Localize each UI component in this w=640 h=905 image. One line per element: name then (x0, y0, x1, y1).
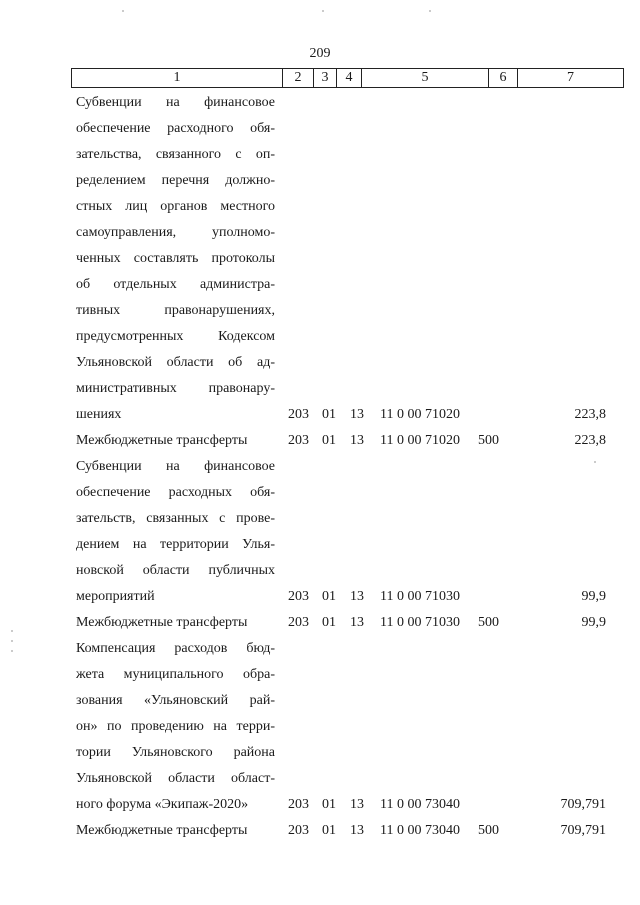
description-line: обеспечение расходного обя- (76, 121, 275, 136)
column-header-5: 5 (362, 69, 489, 88)
table-row (0, 428, 640, 454)
row-description (76, 818, 275, 844)
description-line: обеспечение расходных обя- (76, 485, 275, 500)
section-cell: 01 (322, 589, 336, 604)
description-line: ченных составлять протоколы (76, 251, 275, 266)
column-header-7: 7 (518, 69, 624, 88)
row-description (76, 428, 275, 454)
column-header-2: 2 (283, 69, 314, 88)
description-line: Межбюджетные трансферты (76, 433, 248, 448)
scan-speck (11, 630, 13, 632)
table-row (0, 90, 640, 428)
admin-code-cell: 203 (288, 615, 309, 630)
admin-code-cell: 203 (288, 433, 309, 448)
amount-cell: 709,791 (560, 797, 606, 812)
admin-code-cell: 203 (288, 589, 309, 604)
row-description (76, 610, 275, 636)
description-line: Ульяновской области об ад- (76, 355, 275, 370)
amount-cell: 99,9 (581, 615, 606, 630)
description-line: об отдельных администра- (76, 277, 275, 292)
subsection-cell: 13 (350, 589, 364, 604)
target-article-cell: 11 0 00 71020 (380, 407, 460, 422)
description-line: жета муниципального обра- (76, 667, 275, 682)
subsection-cell: 13 (350, 433, 364, 448)
section-cell: 01 (322, 823, 336, 838)
description-line: шениях (76, 407, 122, 422)
column-header-6: 6 (489, 69, 518, 88)
row-description (76, 90, 275, 428)
description-line: он» по проведению на терри- (76, 719, 275, 734)
scan-speck (11, 640, 13, 642)
description-line: Субвенции на финансовое (76, 95, 275, 110)
description-line: Ульяновской области област- (76, 771, 275, 786)
description-line: тивных правонарушениях, (76, 303, 275, 318)
target-article-cell: 11 0 00 71030 (380, 589, 460, 604)
page-number: 209 (309, 46, 331, 61)
admin-code-cell: 203 (288, 797, 309, 812)
description-line: министративных правонару- (76, 381, 275, 396)
amount-cell: 223,8 (574, 407, 606, 422)
expense-type-cell: 500 (478, 433, 499, 448)
section-cell: 01 (322, 615, 336, 630)
subsection-cell: 13 (350, 407, 364, 422)
description-line: новской области публичных (76, 563, 275, 578)
target-article-cell: 11 0 00 73040 (380, 797, 460, 812)
description-line: зования «Ульяновский рай- (76, 693, 275, 708)
expense-type-cell: 500 (478, 823, 499, 838)
description-line: мероприятий (76, 589, 155, 604)
scan-speck (429, 10, 431, 12)
description-line: предусмотренных Кодексом (76, 329, 275, 344)
scan-speck (122, 10, 124, 12)
column-header-1: 1 (72, 69, 283, 88)
description-line: зательств, связанных с прове- (76, 511, 275, 526)
description-line: дением на территории Улья- (76, 537, 275, 552)
scan-speck (11, 650, 13, 652)
section-cell: 01 (322, 433, 336, 448)
table-row (0, 636, 640, 818)
section-cell: 01 (322, 797, 336, 812)
column-header-4: 4 (337, 69, 362, 88)
expense-type-cell: 500 (478, 615, 499, 630)
description-line: самоуправления, уполномо- (76, 225, 275, 240)
table-row (0, 610, 640, 636)
column-header-table (71, 68, 624, 88)
column-header-row (72, 69, 624, 88)
description-line: тории Ульяновского района (76, 745, 275, 760)
scan-speck (594, 461, 596, 463)
description-line: ределением перечня должно- (76, 173, 275, 188)
amount-cell: 99,9 (581, 589, 606, 604)
admin-code-cell: 203 (288, 823, 309, 838)
table-row (0, 818, 640, 844)
target-article-cell: 11 0 00 71020 (380, 433, 460, 448)
target-article-cell: 11 0 00 73040 (380, 823, 460, 838)
amount-cell: 709,791 (560, 823, 606, 838)
description-line: Межбюджетные трансферты (76, 615, 248, 630)
description-line: стных лиц органов местного (76, 199, 275, 214)
column-header-3: 3 (314, 69, 337, 88)
admin-code-cell: 203 (288, 407, 309, 422)
subsection-cell: 13 (350, 823, 364, 838)
subsection-cell: 13 (350, 615, 364, 630)
section-cell: 01 (322, 407, 336, 422)
description-line: ного форума «Экипаж-2020» (76, 797, 249, 812)
target-article-cell: 11 0 00 71030 (380, 615, 460, 630)
row-description (76, 454, 275, 610)
description-line: Компенсация расходов бюд- (76, 641, 275, 656)
subsection-cell: 13 (350, 797, 364, 812)
row-description (76, 636, 275, 818)
table-row (0, 454, 640, 610)
description-line: зательства, связанного с оп- (76, 147, 275, 162)
description-line: Межбюджетные трансферты (76, 823, 248, 838)
amount-cell: 223,8 (574, 433, 606, 448)
scan-speck (322, 10, 324, 12)
description-line: Субвенции на финансовое (76, 459, 275, 474)
